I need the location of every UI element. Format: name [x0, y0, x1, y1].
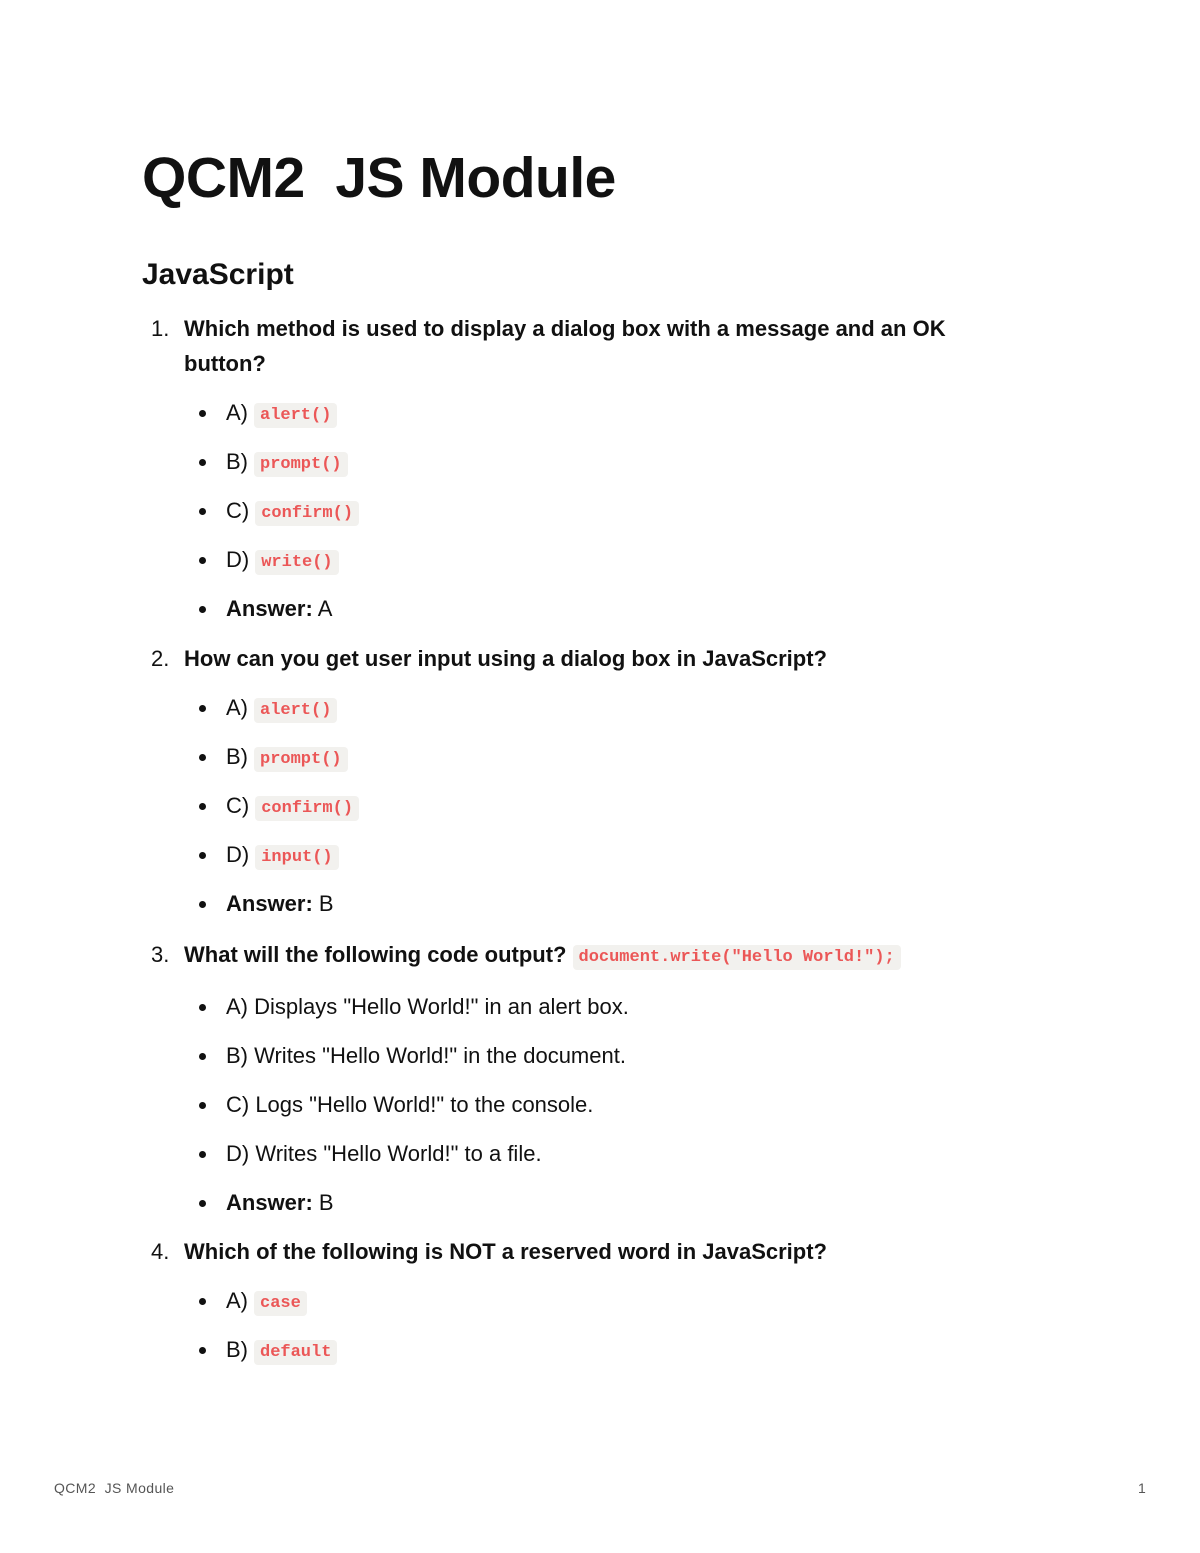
bullet-icon: [199, 1004, 206, 1011]
answer-value: A: [317, 596, 333, 621]
option-b: [142, 444, 1042, 493]
answer: [142, 1185, 1042, 1234]
option-text: B) Writes "Hello World!" in the document.: [226, 1043, 626, 1068]
bullet-icon: [199, 1298, 206, 1305]
option-text: A) Displays "Hello World!" in an alert box.: [226, 994, 629, 1019]
page-title: QCM2 JS Module: [142, 146, 616, 210]
question-number: 1.: [151, 316, 170, 341]
inline-code: document.write("Hello World!");: [573, 945, 901, 970]
option-letter: A): [226, 695, 248, 720]
answer: [142, 886, 1042, 935]
option-letter: D): [226, 842, 250, 867]
option-code: prompt(): [254, 452, 348, 477]
option-d: [142, 837, 1042, 886]
bullet-icon: [199, 1200, 206, 1207]
option-code: confirm(): [255, 796, 359, 821]
question-text: [142, 937, 1042, 975]
bullet-icon: [199, 508, 206, 515]
option-text: D) Writes "Hello World!" to a file.: [226, 1141, 542, 1166]
option-code: prompt(): [254, 747, 348, 772]
question-text-line: How can you get user input using a dialog box in JavaScript?: [184, 646, 827, 671]
question-text: [142, 641, 1042, 676]
option-a: [142, 1283, 1042, 1332]
answer-label: Answer:: [226, 891, 313, 916]
option-code: case: [254, 1291, 307, 1316]
option-code: confirm(): [255, 501, 359, 526]
option-d: [142, 542, 1042, 591]
answer: [142, 591, 1042, 640]
question-text-line: button?: [184, 351, 266, 376]
option-letter: B): [226, 744, 248, 769]
footer-page-number: 1: [1138, 1480, 1146, 1496]
question-2: [142, 641, 1042, 935]
option-a: [142, 395, 1042, 444]
option-letter: C): [226, 793, 250, 818]
option-letter: A): [226, 400, 248, 425]
bullet-icon: [199, 803, 206, 810]
bullet-icon: [199, 754, 206, 761]
option-b: [142, 739, 1042, 788]
question-number: 2.: [151, 646, 170, 671]
question-text-line: Which of the following is NOT a reserved word in JavaScript?: [184, 1239, 827, 1264]
option-letter: B): [226, 449, 248, 474]
answer-value: B: [318, 1190, 334, 1215]
option-a: [142, 989, 1042, 1038]
option-c: [142, 788, 1042, 837]
answer-label: Answer:: [226, 596, 313, 621]
bullet-icon: [199, 410, 206, 417]
option-b: [142, 1038, 1042, 1087]
option-code: input(): [255, 845, 338, 870]
bullet-icon: [199, 1102, 206, 1109]
option-code: default: [254, 1340, 337, 1365]
option-d: [142, 1136, 1042, 1185]
answer-value: B: [318, 891, 334, 916]
bullet-icon: [199, 705, 206, 712]
option-code: alert(): [254, 403, 337, 428]
option-a: [142, 690, 1042, 739]
bullet-icon: [199, 606, 206, 613]
question-number: 3.: [151, 942, 170, 967]
bullet-icon: [199, 459, 206, 466]
footer-document-name: QCM2 JS Module: [54, 1480, 175, 1496]
option-c: [142, 1087, 1042, 1136]
option-code: alert(): [254, 698, 337, 723]
option-text: C) Logs "Hello World!" to the console.: [226, 1092, 594, 1117]
question-text-line: What will the following code output?: [184, 942, 567, 967]
option-letter: B): [226, 1337, 248, 1362]
bullet-icon: [199, 1151, 206, 1158]
question-number: 4.: [151, 1239, 170, 1264]
answer-label: Answer:: [226, 1190, 313, 1215]
bullet-icon: [199, 852, 206, 859]
option-letter: A): [226, 1288, 248, 1313]
question-1: [142, 311, 1042, 640]
bullet-icon: [199, 1347, 206, 1354]
bullet-icon: [199, 1053, 206, 1060]
bullet-icon: [199, 901, 206, 908]
option-letter: C): [226, 498, 250, 523]
option-letter: D): [226, 547, 250, 572]
option-c: [142, 493, 1042, 542]
option-b: [142, 1332, 1042, 1381]
question-text: [142, 311, 1042, 346]
question-text: [142, 346, 1042, 381]
question-text: [142, 1234, 1042, 1269]
question-text-line: Which method is used to display a dialog box with a message and an OK: [184, 316, 946, 341]
question-4: [142, 1234, 1042, 1381]
section-heading: JavaScript: [142, 258, 294, 291]
option-code: write(): [255, 550, 338, 575]
question-3: [142, 937, 1042, 1234]
bullet-icon: [199, 557, 206, 564]
